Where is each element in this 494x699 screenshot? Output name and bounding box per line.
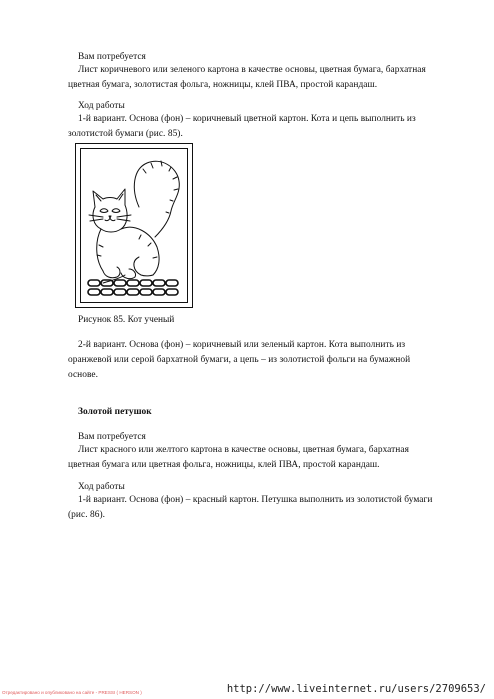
figure-85-frame <box>75 143 193 308</box>
work-heading-2: Ход работы <box>78 482 125 492</box>
needs-text-1: Лист коричневого или зеленого картона в качестве основы, цветная бумага, бархатная цветная бумага, золотистая фольга, ножницы, клей ПВА, простой карандаш. <box>68 65 426 90</box>
footer-url[interactable]: http://www.liveinternet.ru/users/2709653/ <box>226 683 486 695</box>
figure-85-illustration <box>80 148 188 303</box>
variant1-text-2: 1-й вариант. Основа (фон) – красный картон. Петушка выполнить из золотистой бумаги (рис. 86). <box>68 495 433 520</box>
cat-on-chain-drawing <box>81 149 188 303</box>
needs-heading-2: Вам потребуется <box>78 432 146 442</box>
section-title: Золотой петушок <box>78 407 152 417</box>
variant2-text-1: 2-й вариант. Основа (фон) – коричневый или зеленый картон. Кота выполнить из оранжевой или серой бархатной бумаги, а цепь – из золотистой фольги на бумажной основе. <box>68 340 411 380</box>
footer-watermark: Отредактировано и опубликовано на сайте - PRESSI ( HERSON ) <box>2 690 142 695</box>
needs-heading-1: Вам потребуется <box>78 52 146 62</box>
variant1-text-1: 1-й вариант. Основа (фон) – коричневый цветной картон. Кота и цепь выполнить из золотистой бумаги (рис. 85). <box>68 114 416 139</box>
work-heading-1: Ход работы <box>78 101 125 111</box>
needs-text-2: Лист красного или желтого картона в качестве основы, цветная бумага, бархатная цветная бумага или цветная фольга, ножницы, клей ПВА, простой карандаш. <box>68 445 409 470</box>
figure-caption: Рисунок 85. Кот ученый <box>78 315 175 325</box>
